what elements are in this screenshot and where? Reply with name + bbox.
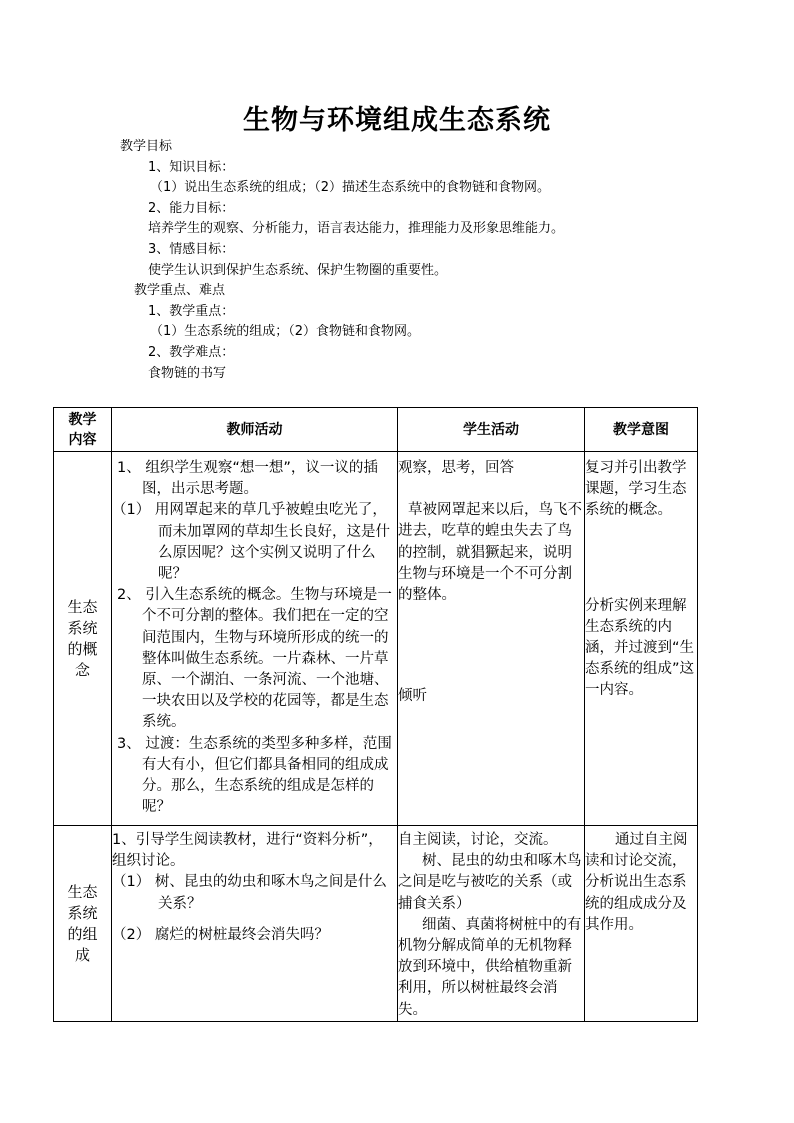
emotion-goal-text: 使学生认识到保护生态系统、保护生物圈的重要性。 [148,262,448,278]
ability-goal-label: 2、能力目标： [148,200,235,216]
teacher-step-1: 1、引导学生阅读教材，进行“资料分析”，组织讨论。 [112,832,383,870]
student-response-1: 自主阅读，讨论，交流。 [398,832,558,848]
key-point-label: 1、教学重点： [148,303,235,319]
student-response-2: 树、昆虫的幼虫和啄木鸟之间是吃与被吃的关系（或捕食关系） [398,853,582,912]
student-response-2: 草被网罩起来以后，鸟飞不进去，吃草的蝗虫失去了鸟的控制，就猖獗起来，说明生物与环境是一个不可分割的整体。 [398,502,582,604]
student-response-1: 观察，思考，回答 [398,460,514,476]
table-row [54,452,698,826]
teacher-activity-cell [112,826,398,1022]
intent-text-1: 复习并引出教学课题，学习生态系统的概念。 [585,460,687,519]
student-response-3: 细菌、真菌将树桩中的有机物分解成简单的无机物释放到环境中，供给植物重新利用，所以树桩最终会消失。 [398,916,582,1018]
ability-goal-text: 培养学生的观察、分析能力，语言表达能力，推理能力及形象思维能力。 [148,221,565,237]
teacher-step-2: 2、 引入生态系统的概念。生物与环境是一个不可分割的整体。我们把在一定的空间范围内，生物与环境所形成的统一的整体叫做生态系统。一片森林、一片草原、一个湖泊、一条河流、一个池塘、一块农田以及学校的花园等，都是生态系统。 [117,587,392,731]
table-header-row [54,408,698,452]
difficulty-label: 2、教学难点： [148,344,235,360]
intent-cell [585,452,698,826]
teacher-question-1: （1） 用网罩起来的草几乎被蝗虫吃光了，而未加罩网的草却生长良好，这是什么原因呢？这个实例又说明了什么呢？ [112,502,390,583]
intent-text-2: 分析实例来理解生态系统的内涵，并过渡到“生态系统的组成”这一内容。 [585,597,695,699]
intent-cell [585,826,698,1022]
student-response-3: 倾听 [398,688,427,705]
header-student-activity: 学生活动 [398,408,585,452]
teacher-question-1: （1） 树、昆虫的幼虫和啄木鸟之间是什么关系？ [112,874,387,912]
teacher-step-3: 3、 过渡：生态系统的类型多种多样，范围有大有小，但它们都具备相同的组成成分。那么，生态系统的组成是怎样的呢？ [117,735,392,816]
page-title: 生物与环境组成生态系统 [243,105,551,136]
header-teaching-intent: 教学意图 [585,408,698,452]
teacher-activity-cell [112,452,398,826]
teacher-step-1: 1、 组织学生观察“想一想”，议一议的插图，出示思考题。 [117,460,378,498]
header-teacher-activity: 教师活动 [112,408,398,452]
key-point-text: （1）生态系统的组成；（2）食物链和食物网。 [150,324,421,340]
row-content-ecosystem-concept: 生态系统的概念 [54,452,112,826]
emotion-goal-label: 3、情感目标： [148,241,235,257]
lesson-plan-table [53,407,698,1022]
teaching-objectives-section [120,137,564,384]
row-content-ecosystem-composition: 生态系统的组成 [54,826,112,1022]
knowledge-goal-label: 1、知识目标： [148,159,235,175]
teacher-question-2: （2） 腐烂的树桩最终会消失吗？ [112,926,329,943]
difficulty-text: 食物链的书写 [148,365,227,381]
objectives-heading: 教学目标 [120,139,173,154]
knowledge-goal-text: （1）说出生态系统的组成；（2）描述生态系统中的食物链和食物网。 [150,180,551,196]
table-row [54,826,698,1022]
student-activity-cell [398,826,585,1022]
student-activity-cell [398,452,585,826]
focus-heading: 教学重点、难点 [134,283,226,299]
intent-text-1: 通过自主阅读和讨论交流，分析说出生态系统的组成成分及其作用。 [585,832,688,933]
header-teaching-content: 教学内容 [54,408,112,452]
